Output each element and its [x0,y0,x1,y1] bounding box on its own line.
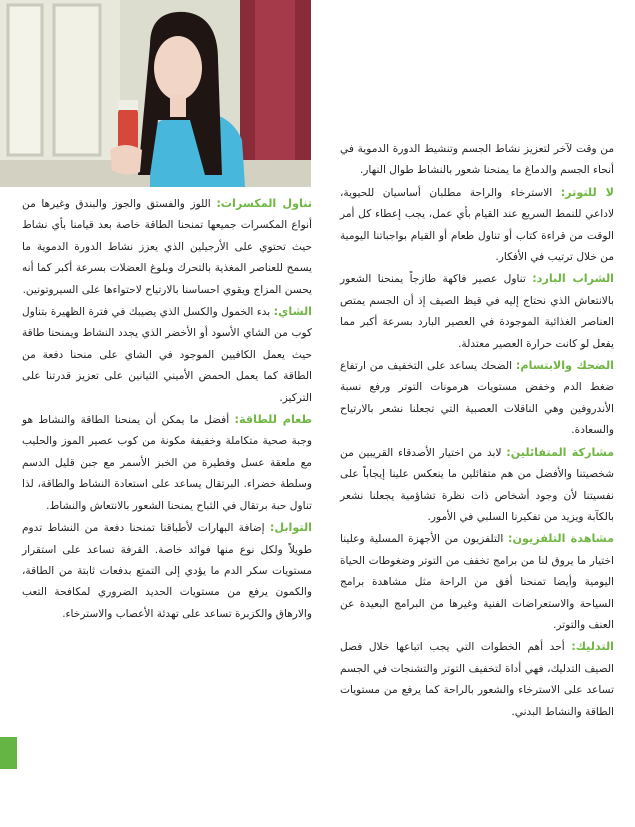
section-tea [22,301,312,409]
section-heading: مشاهدة التلفزيون: [508,532,614,546]
section-body: بدء الخمول والكسل الذي يصيبك في فترة الظهيرة بتناول كوب من الشاي الأسود أو الأخضر الذي يجدد النشاط ويمنحنا طاقة حيث يعمل الكافيين الموجود في الشاي على منحنا دفعة من الطاقة كما يعمل الحمض الأميني الثيانين على تعزيز قدرتنا على التركيز. [22,306,312,404]
woman-drinking-juice-image [0,0,311,187]
section-body: لابد من اختيار الأصدقاء القريبين من شخصيتنا والأفضل من هم متفائلين ما ينعكس علينا إيجاباً على نفسيتنا لأن وجود أشخاص ذات نظرة تشاؤمية يجعلنا نشعر بالكآبة ويزيد من تفكيرنا السلبي في الأمور. [340,446,614,523]
page-edge-tab [0,737,17,769]
section-body: اللوز والفستق والجوز والبندق وغيرها من أنواع المكسرات جميعها تمنحنا الطاقة خاصة بعد قيامنا بأي نشاط حيث تحتوي على الأرجيلين الذي يعزز نشاط الدورة الدموية ما يسمح للعناصر المغذية بالتحرك وبلوغ العضلات بسرعة أكبر كما أنه يحسن المزاج ويقوي احساسنا بالارتياح لاحتواءها على السيروتونين. [22,198,312,296]
section-nuts [22,193,312,301]
section-no-stress [340,182,614,269]
section-massage [340,636,614,723]
section-heading: طعام للطاقة: [234,413,312,427]
section-body: أفضل ما يمكن أن يمنحنا الطاقة والنشاط هو وجبة صحية متكاملة وخفيفة مكونة من كوب عصير الموز والحليب مع ملعقة عسل وفطيرة من الخبز الأسمر مع جبن قليل الدسم وسلطة خضراء. البرتقال يساعد على استعادة النشاط والطاقة، لذا تناول حبة برتقال في الثباح يمنحنا الشعور بالانتعاش والنشاط. [22,414,312,512]
section-tv [340,528,614,636]
section-body: الضحك يساعد على التخفيف من ارتفاع ضغط الدم وخفض مستويات هرمونات التوتر ورفع نسبة الأندروفين وهي الناقلات العصبية التي تجعلنا نشعر بالارتياح والسعادة. [340,360,614,437]
section-body: إضافة البهارات لأطباقنا تمنحنا دفعة من النشاط تدوم طويلاً ولكل نوع منها فوائد خاصة. القرفة تساعد على استقرار مستويات سكر الدم ما يؤدي إلى التمتع بدفعات ثابتة من الطاقة، والكمون يرفع من مستويات الحديد الضروري لمكافحة التعب والارهاق والكزبرة تساعد على تهدئة الأعصاب والاسترخاء. [22,522,312,620]
section-body: التلفزيون من الأجهزة المسلية وعلينا اختيار ما يروق لنا من برامج تخفف من التوتر وضغوطات الحياة اليومية وأيضا تمنحنا أفق من الراحة مثل مشاهدة برامج السياحة والاستعراضات الفنية وغيرها من البرامج البعيدة عن العنف والتوتر. [340,533,614,631]
section-spices [22,517,312,625]
section-optimists [340,442,614,529]
section-heading: التدليك: [571,640,614,654]
section-body: أحد أهم الخطوات التي يجب اتباعها خلال فصل الصيف التدليك، فهي أداة لتخفيف التوتر والتشنجات في الجسم تساعد على الاسترخاء والشعور بالراحة كما يرفع من مستويات الطاقة والنشاط البدني. [340,641,614,718]
intro-paragraph: من وقت لآخر لتعزيز نشاط الجسم وتنشيط الدورة الدموية في أنحاء الجسم والدماغ ما يمنحنا شعور بالنشاط طوال النهار. [340,143,614,177]
section-heading: الشاي: [273,305,312,319]
section-heading: لا للتوتر: [560,185,614,199]
section-heading: تناول المكسرات: [216,197,312,210]
header-photo [0,0,311,187]
right-text-column [340,139,614,723]
section-body: الاسترخاء والراحة مطلبان أساسيان للحيوية، لاداعي للنمط السريع عند القيام بأي عمل، يجب إعطاء كل أمر الوقت من قراءة كتاب أو تناول طعام أو القيام بواجباتنا اليومية من خلال ترتيب في الأفكار. [340,186,614,264]
left-text-column [22,193,312,625]
section-body: تناول عصير فاكهة طازجاً يمنحنا الشعور بالانتعاش الذي نحتاج إليه في قيظ الصيف إذ أن الجسم يمتص العناصر الغذائية الموجودة في العصير البارد بسرعة أكبر مما يفعل لو كانت حرارة العصير معتدلة. [340,273,614,350]
section-laughter [340,355,614,442]
section-heading: الضحك والابتسام: [515,359,614,373]
section-heading: الشراب البارد: [532,272,615,286]
section-heading: مشاركة المتفائلين: [506,445,615,459]
section-cold-drink [340,268,614,355]
section-energy-food [22,409,312,517]
section-heading: التوابل: [269,521,312,535]
